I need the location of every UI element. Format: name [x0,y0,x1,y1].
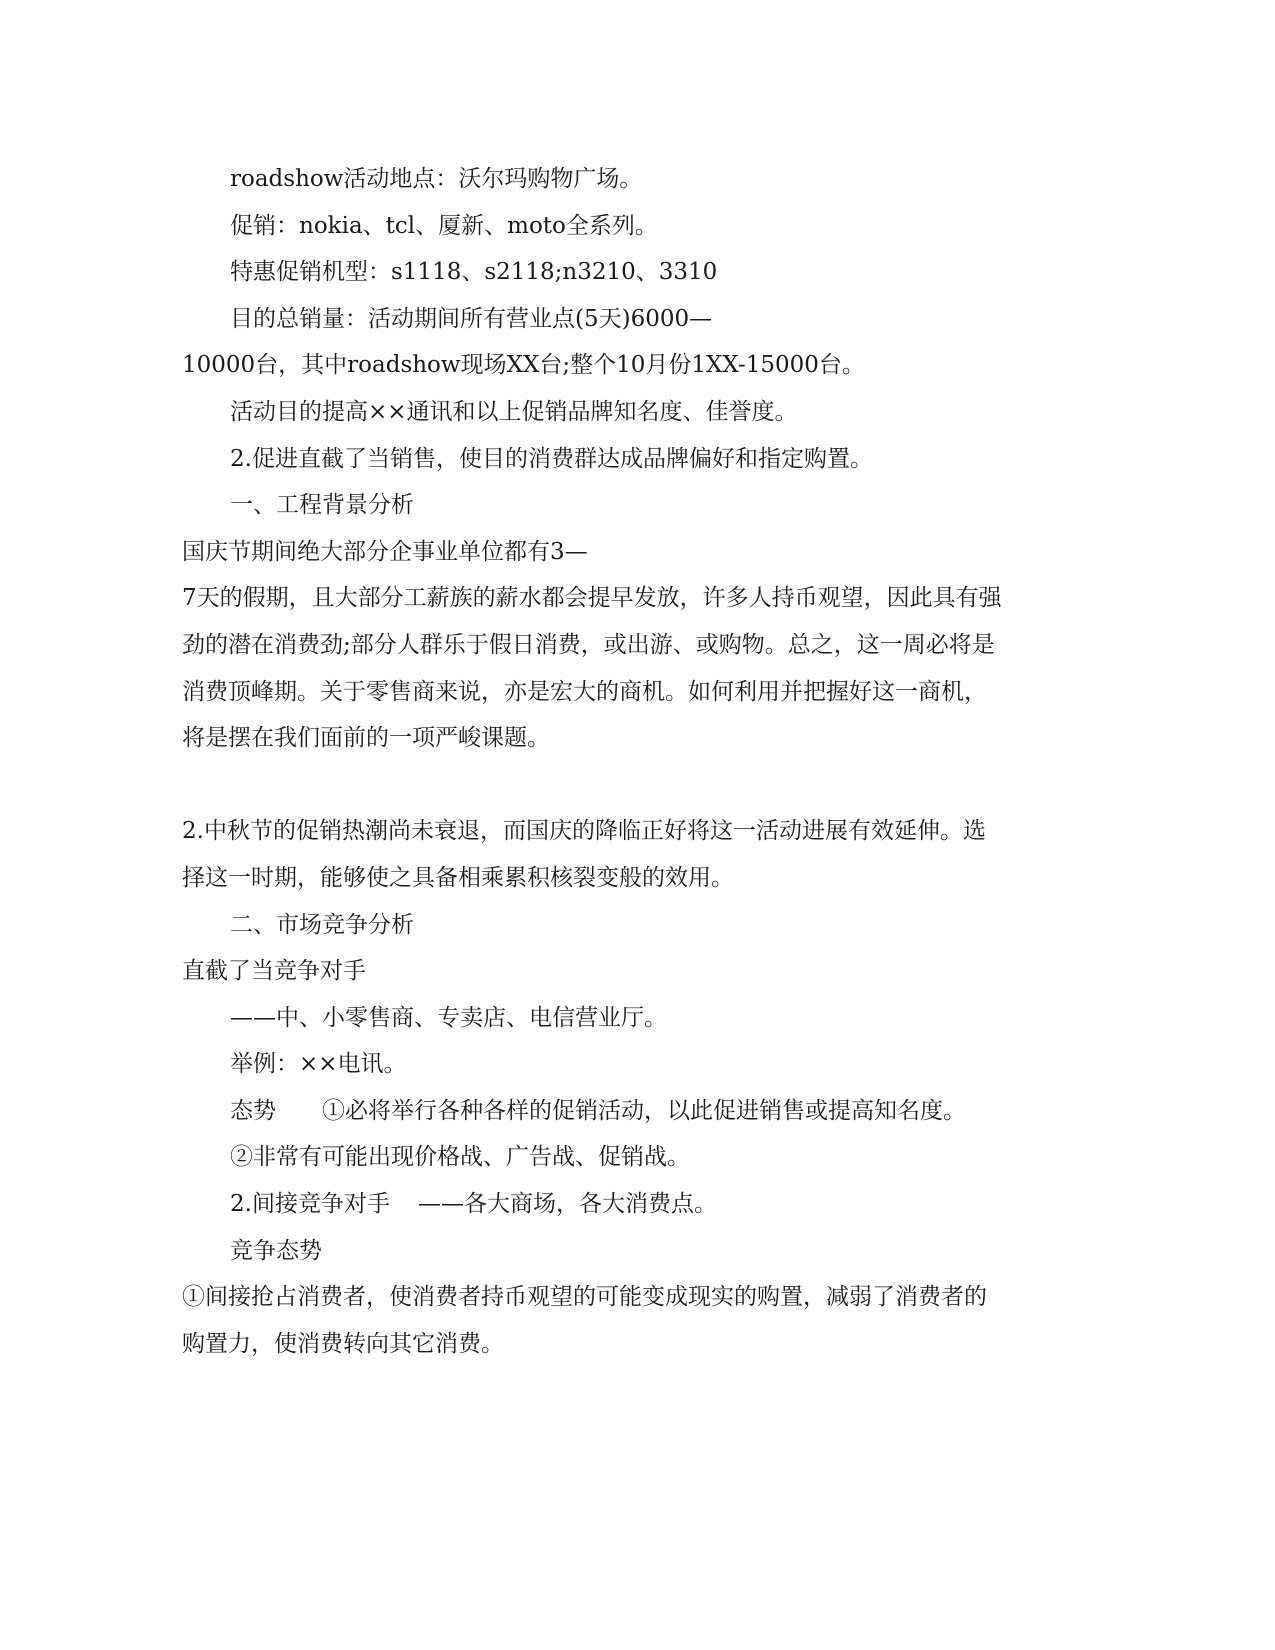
item-text: ——各大商场，各大消费点。 [417,1191,717,1218]
text-line [182,1181,1042,1228]
text-line: 7天的假期，且大部分工薪族的薪水都会提早发放，许多人持币观望，因此具有强 [182,585,1002,612]
text-line: ——中、小零售商、专卖店、电信营业厅。 [230,1004,667,1031]
label-text: 态势 [230,1097,276,1124]
text-line: 2.促进直截了当销售，使目的消费群达成品牌偏好和指定购置。 [230,445,873,472]
text-line [182,1088,1042,1135]
text-line: ②非常有可能出现价格战、广告战、促销战。 [230,1144,690,1171]
section-heading: 一、工程背景分析 [230,492,414,519]
text-line: 10000台，其中roadshow现场XX台;整个10月份1XX-15000台。 [182,352,865,379]
text-line: ①间接抢占消费者，使消费者持币观望的可能变成现实的购置，减弱了消费者的 [182,1284,987,1311]
text-line: 直截了当竞争对手 [182,958,366,985]
text-line: roadshow活动地点：沃尔玛购物广场。 [230,166,643,192]
text-line: 劲的潜在消费劲;部分人群乐于假日消费，或出游、或购物。总之，这一周必将是 [182,631,995,658]
text-line: 目的总销量：活动期间所有营业点(5天)6000— [230,305,713,332]
text-line: 将是摆在我们面前的一项严峻课题。 [182,725,550,752]
text-line: 国庆节期间绝大部分企事业单位都有3— [182,538,588,565]
text-line: 活动目的提高××通讯和以上促销品牌知名度、佳誉度。 [230,398,798,425]
text-line: 购置力，使消费转向其它消费。 [182,1330,504,1357]
item-text: ①必将举行各种各样的促销活动，以此促进销售或提高知名度。 [322,1097,966,1124]
section-heading: 二、市场竞争分析 [230,911,414,938]
blank-line [182,762,1042,809]
label-text: 2.间接竞争对手 [230,1191,390,1218]
text-line: 特惠促销机型：s1118、s2118;n3210、3310 [230,259,718,286]
text-line: 择这一时期，能够使之具备相乘累积核裂变般的效用。 [182,864,734,891]
text-line: 促销：nokia、tcl、厦新、moto全系列。 [230,212,658,239]
text-line: 2.中秋节的促销热潮尚未衰退，而国庆的降临正好将这一活动进展有效延伸。选 [182,818,986,845]
text-line: 竞争态势 [230,1237,322,1264]
text-line: 举例：××电讯。 [230,1051,407,1078]
document-body [182,156,1042,1367]
text-line: 消费顶峰期。关于零售商来说，亦是宏大的商机。如何利用并把握好这一商机， [182,678,987,705]
